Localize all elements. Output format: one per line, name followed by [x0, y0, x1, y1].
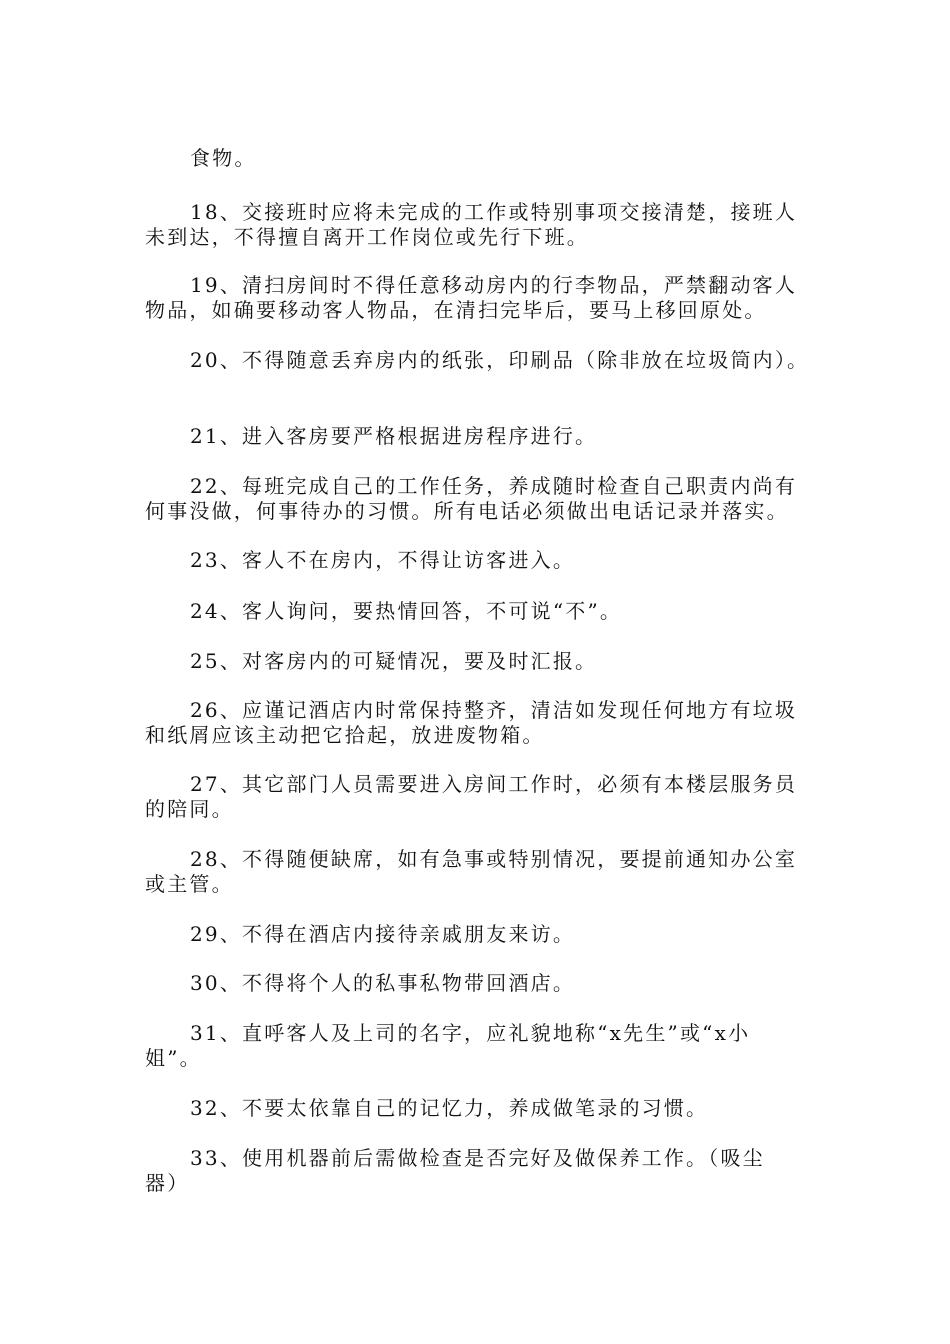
paragraph-32 — [145, 1096, 825, 1121]
paragraph-26 — [145, 698, 825, 748]
paragraph-20 — [145, 348, 825, 373]
paragraph-24 — [145, 599, 825, 624]
paragraph-line: 和纸屑应该主动把它拾起，放进废物箱。 — [145, 723, 545, 747]
paragraph-line: 21、进入客房要严格根据进房程序进行。 — [190, 424, 598, 448]
paragraph-line: 26、应谨记酒店内时常保持整齐，清洁如发现任何地方有垃圾 — [190, 698, 798, 722]
paragraph-line: 食物。 — [190, 146, 257, 170]
paragraph-line: 31、直呼客人及上司的名字，应礼貌地称“x先生”或“x小 — [190, 1021, 751, 1045]
paragraph-line: 或主管。 — [145, 872, 234, 896]
paragraph-line: 18、交接班时应将未完成的工作或特别事项交接清楚，接班人 — [190, 200, 798, 224]
paragraph-line: 25、对客房内的可疑情况，要及时汇报。 — [190, 649, 598, 673]
paragraph-19 — [145, 273, 825, 323]
paragraph-line: 30、不得将个人的私事私物带回酒店。 — [190, 971, 576, 995]
paragraph-line: 28、不得随便缺席，如有急事或特别情况，要提前通知办公室 — [190, 847, 798, 871]
paragraph-line: 33、使用机器前后需做检查是否完好及做保养工作。（吸尘 — [190, 1146, 765, 1170]
paragraph-line: 19、清扫房间时不得任意移动房内的行李物品，严禁翻动客人 — [190, 273, 798, 297]
paragraph-line: 的陪同。 — [145, 797, 234, 821]
paragraph-27 — [145, 772, 825, 822]
paragraph-33 — [145, 1146, 825, 1196]
paragraph-line: 23、客人不在房内，不得让访客进入。 — [190, 548, 576, 572]
paragraph-22 — [145, 474, 825, 524]
paragraph-line: 20、不得随意丢弃房内的纸张，印刷品（除非放在垃圾筒内）。 — [190, 348, 810, 372]
paragraph-31 — [145, 1021, 825, 1071]
paragraph-line: 22、每班完成自己的工作任务，养成随时检查自己职责内尚有 — [190, 474, 798, 498]
paragraph-line: 何事没做，何事待办的习惯。所有电话必须做出电话记录并落实。 — [145, 499, 789, 523]
paragraph-28 — [145, 847, 825, 897]
paragraph-30 — [145, 971, 825, 996]
paragraph-line: 器） — [145, 1171, 190, 1195]
paragraph-line: 29、不得在酒店内接待亲戚朋友来访。 — [190, 922, 576, 946]
paragraph-17-continuation — [145, 146, 825, 171]
paragraph-line: 32、不要太依靠自己的记忆力，养成做笔录的习惯。 — [190, 1096, 709, 1120]
paragraph-18 — [145, 200, 825, 250]
paragraph-25 — [145, 649, 825, 674]
paragraph-line: 物品，如确要移动客人物品，在清扫完毕后，要马上移回原处。 — [145, 298, 767, 322]
paragraph-23 — [145, 548, 825, 573]
paragraph-line: 未到达，不得擅自离开工作岗位或先行下班。 — [145, 225, 589, 249]
paragraph-29 — [145, 922, 825, 947]
paragraph-21 — [145, 424, 825, 449]
paragraph-line: 27、其它部门人员需要进入房间工作时，必须有本楼层服务员 — [190, 772, 798, 796]
paragraph-line: 24、客人询问，要热情回答，不可说“不”。 — [190, 599, 623, 623]
paragraph-line: 姐”。 — [145, 1046, 202, 1070]
